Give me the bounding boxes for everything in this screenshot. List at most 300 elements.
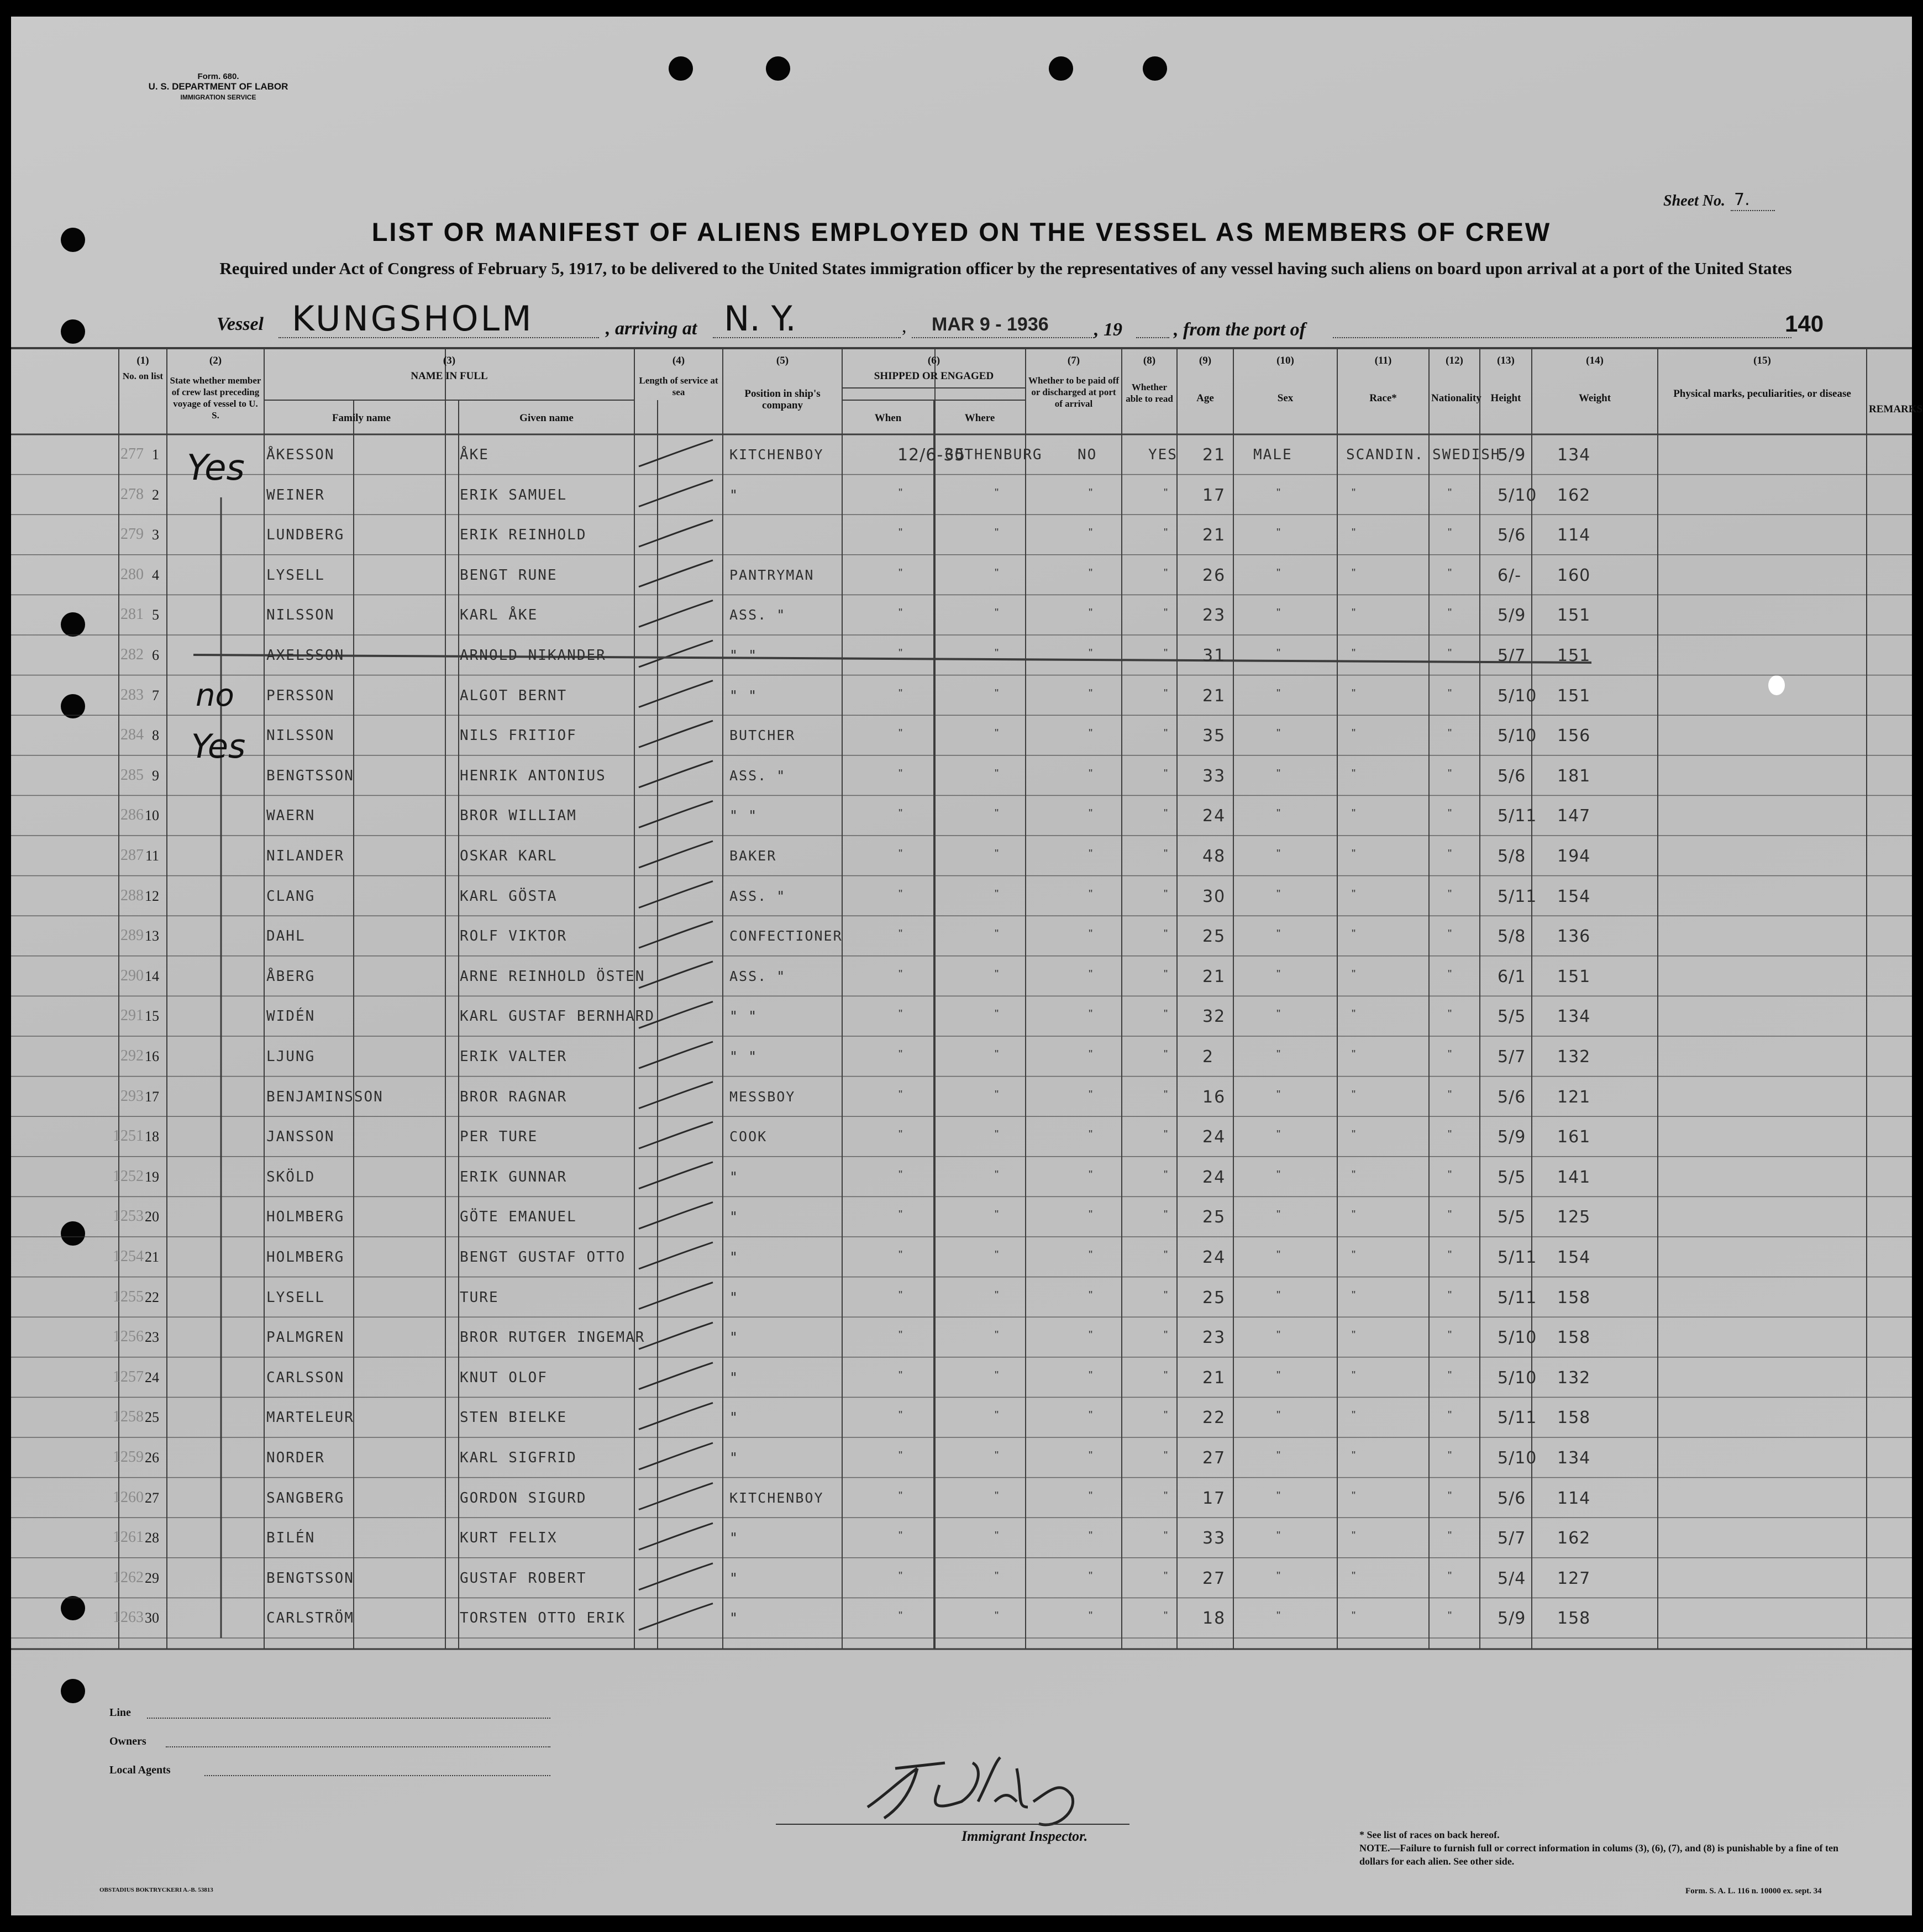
weight: 141	[1557, 1167, 1591, 1187]
ditto-nationality: "	[1448, 888, 1452, 900]
family-name: LYSELL	[266, 566, 325, 584]
race: SCANDIN.	[1346, 447, 1425, 463]
column-header: Whether able to read	[1126, 382, 1173, 404]
ledger-number: 1258	[113, 1408, 144, 1426]
ditto-nationality: "	[1448, 1369, 1452, 1382]
family-name: HOLMBERG	[266, 1249, 345, 1266]
height: 5/10	[1498, 726, 1537, 746]
ditto-nationality: "	[1448, 1289, 1452, 1301]
ditto-where: "	[995, 1008, 999, 1021]
row-number: 15	[145, 1008, 159, 1025]
ditto-where: "	[995, 486, 999, 499]
ditto-where: "	[995, 1249, 999, 1261]
age: 24	[1202, 1248, 1226, 1267]
ditto-read: "	[1164, 1409, 1168, 1422]
height: 5/10	[1498, 485, 1537, 505]
ditto-paid-off: "	[1089, 1289, 1093, 1301]
ditto-read: "	[1164, 1168, 1168, 1181]
ditto-paid-off: "	[1089, 1569, 1093, 1582]
age: 25	[1202, 1288, 1226, 1308]
column-header: SHIPPED OR ENGAGED	[874, 370, 994, 382]
ditto-read: "	[1164, 1008, 1168, 1021]
ditto-where: "	[995, 888, 999, 900]
column-number: (3)	[443, 355, 456, 366]
ditto-race: "	[1352, 1409, 1356, 1422]
ditto-when: "	[899, 767, 903, 780]
age: 25	[1202, 927, 1226, 947]
ditto-sex: "	[1276, 888, 1281, 900]
ditto-read: "	[1164, 486, 1168, 499]
ditto-nationality: "	[1448, 607, 1452, 620]
fine-note: NOTE.—Failure to furnish full or correct information in colums (3), (6), (7), and (8) is punishable by a fine of ten dollars for each alien. See other side.	[1359, 1842, 1839, 1867]
age: 33	[1202, 1529, 1226, 1548]
ditto-where: "	[995, 1489, 999, 1502]
ditto-sex: "	[1276, 486, 1281, 499]
ditto-when: "	[899, 1209, 903, 1221]
weight: 132	[1557, 1368, 1591, 1388]
ditto-paid-off: "	[1089, 1610, 1093, 1623]
column-header: No. on list	[122, 371, 164, 381]
position: PANTRYMAN	[729, 566, 815, 583]
ditto-read: "	[1164, 1088, 1168, 1101]
ditto-when: "	[899, 527, 903, 539]
ditto-sex: "	[1276, 687, 1281, 700]
ditto-read: "	[1164, 727, 1168, 740]
column-header: Length of service at sea	[639, 375, 718, 397]
ditto-where: "	[995, 1128, 999, 1141]
weight: 154	[1557, 886, 1591, 906]
ditto-race: "	[1352, 1489, 1356, 1502]
ledger-number: 291	[120, 1007, 144, 1025]
family-name: SKÖLD	[266, 1168, 316, 1185]
family-name: WEINER	[266, 486, 325, 503]
ditto-read: "	[1164, 1530, 1168, 1542]
ditto-nationality: "	[1448, 1409, 1452, 1422]
ditto-when: "	[899, 807, 903, 820]
age: 27	[1202, 1568, 1226, 1588]
family-name: LUNDBERG	[266, 527, 345, 544]
family-name: NILSSON	[266, 607, 335, 624]
ditto-when: "	[899, 1409, 903, 1422]
age: 31	[1202, 646, 1226, 665]
ledger-number: 1253	[113, 1208, 144, 1225]
row-number: 2	[152, 486, 159, 503]
ditto-race: "	[1352, 1209, 1356, 1221]
ditto-nationality: "	[1448, 807, 1452, 820]
weight: 147	[1557, 806, 1591, 826]
weight: 151	[1557, 967, 1591, 986]
height: 5/8	[1498, 927, 1526, 947]
ditto-nationality: "	[1448, 1610, 1452, 1623]
given-name: ROLF VIKTOR	[460, 928, 568, 945]
ditto-read: "	[1164, 1289, 1168, 1301]
ditto-race: "	[1352, 1369, 1356, 1382]
ditto-race: "	[1352, 647, 1356, 659]
position: ASS. "	[729, 888, 786, 904]
ditto-paid-off: "	[1089, 1008, 1093, 1021]
column-number: (9)	[1199, 355, 1212, 366]
position: KITCHENBOY	[729, 447, 824, 463]
weight: 151	[1557, 646, 1591, 665]
ditto-when: "	[899, 1249, 903, 1261]
given-name: BENGT GUSTAF OTTO	[460, 1249, 626, 1266]
ditto-where: "	[995, 1329, 999, 1342]
ditto-where: "	[995, 727, 999, 740]
weight: 154	[1557, 1248, 1591, 1267]
ditto-sex: "	[1276, 1610, 1281, 1623]
vessel-name: KUNGSHOLM	[292, 298, 534, 339]
ditto-sex: "	[1276, 1489, 1281, 1502]
ditto-sex: "	[1276, 1569, 1281, 1582]
handwritten-yes: Yes	[191, 727, 246, 766]
ditto-when: "	[899, 1489, 903, 1502]
ditto-nationality: "	[1448, 968, 1452, 980]
family-name: MARTELEUR	[266, 1409, 354, 1426]
given-name: BROR WILLIAM	[460, 807, 577, 825]
form-number: Form. 680.	[197, 72, 239, 81]
position: "	[729, 1249, 739, 1265]
weight: 162	[1557, 1529, 1591, 1548]
age: 27	[1202, 1448, 1226, 1468]
ditto-read: "	[1164, 888, 1168, 900]
row-number: 27	[145, 1489, 159, 1506]
family-name: LJUNG	[266, 1048, 316, 1065]
ditto-race: "	[1352, 928, 1356, 941]
family-name: CARLSSON	[266, 1369, 345, 1386]
row-number: 23	[145, 1329, 159, 1346]
ditto-sex: "	[1276, 1289, 1281, 1301]
given-name: ARNE REINHOLD ÖSTEN	[460, 968, 645, 985]
from-port-label: , from the port of	[1174, 319, 1306, 340]
ledger-number: 282	[120, 646, 144, 663]
ditto-where: "	[995, 647, 999, 659]
position: "	[729, 1289, 739, 1305]
column-number: (2)	[209, 355, 222, 366]
races-note: * See list of races on back hereof.	[1359, 1829, 1500, 1840]
age: 32	[1202, 1007, 1226, 1027]
ditto-nationality: "	[1448, 1329, 1452, 1342]
family-name: WAERN	[266, 807, 316, 825]
row-number: 20	[145, 1209, 159, 1225]
column-number: (10)	[1276, 355, 1294, 366]
height: 5/7	[1498, 1047, 1526, 1067]
column-number: (11)	[1374, 355, 1392, 366]
height: 5/9	[1498, 606, 1526, 626]
ditto-sex: "	[1276, 647, 1281, 659]
ditto-paid-off: "	[1089, 1329, 1093, 1342]
weight: 134	[1557, 1448, 1591, 1468]
row-number: 8	[152, 727, 159, 744]
height: 5/6	[1498, 1488, 1526, 1508]
ditto-read: "	[1164, 1610, 1168, 1623]
weight: 134	[1557, 445, 1591, 465]
position: "	[729, 1209, 739, 1225]
ditto-race: "	[1352, 1329, 1356, 1342]
column-header: Position in ship's company	[744, 388, 821, 411]
ledger-number: 281	[120, 606, 144, 623]
column-header: NAME IN FULL	[411, 370, 488, 382]
height: 5/5	[1498, 1167, 1526, 1187]
ditto-when: "	[899, 928, 903, 941]
ditto-paid-off: "	[1089, 1450, 1093, 1462]
ditto-paid-off: "	[1089, 1088, 1093, 1101]
ditto-where: "	[995, 1168, 999, 1181]
given-name: HENRIK ANTONIUS	[460, 767, 606, 784]
height: 5/10	[1498, 1368, 1537, 1388]
weight: 121	[1557, 1087, 1591, 1107]
height: 6/-	[1498, 565, 1522, 585]
ditto-when: "	[899, 486, 903, 499]
ditto-read: "	[1164, 1048, 1168, 1060]
ditto-sex: "	[1276, 1088, 1281, 1101]
age: 33	[1202, 766, 1226, 786]
ditto-where: "	[995, 1409, 999, 1422]
ditto-paid-off: "	[1089, 1128, 1093, 1141]
age: 24	[1202, 806, 1226, 826]
age: 24	[1202, 1127, 1226, 1147]
given-name: KARL ÅKE	[460, 607, 538, 624]
family-name: SANGBERG	[266, 1489, 345, 1506]
ditto-when: "	[899, 888, 903, 900]
ditto-when: "	[899, 687, 903, 700]
ditto-race: "	[1352, 807, 1356, 820]
ditto-paid-off: "	[1089, 1048, 1093, 1060]
family-name: NORDER	[266, 1450, 325, 1466]
position: "	[729, 1329, 739, 1346]
height: 5/9	[1498, 445, 1526, 465]
ditto-nationality: "	[1448, 1008, 1452, 1021]
row-number: 3	[152, 527, 159, 543]
ditto-paid-off: "	[1089, 888, 1093, 900]
ledger-number: 284	[120, 726, 144, 744]
ditto-sex: "	[1276, 607, 1281, 620]
given-name: ALGOT BERNT	[460, 687, 568, 704]
position: "	[729, 1610, 739, 1626]
ditto-race: "	[1352, 1008, 1356, 1021]
footnote	[1359, 1828, 1840, 1868]
ditto-where: "	[995, 1610, 999, 1623]
age: 16	[1202, 1087, 1226, 1107]
ditto-read: "	[1164, 1329, 1168, 1342]
family-name: BENGTSSON	[266, 1569, 354, 1587]
ditto-nationality: "	[1448, 727, 1452, 740]
column-header: Nationality	[1431, 392, 1481, 404]
row-number: 11	[145, 848, 159, 864]
ditto-when: "	[899, 1289, 903, 1301]
ledger-number: 286	[120, 806, 144, 824]
ditto-read: "	[1164, 848, 1168, 860]
family-name: BENJAMINSSON	[266, 1088, 383, 1105]
column-number: (14)	[1586, 355, 1604, 366]
age: 22	[1202, 1408, 1226, 1428]
given-name: NILS FRITIOF	[460, 727, 577, 744]
ditto-nationality: "	[1448, 928, 1452, 941]
position: "	[729, 1450, 739, 1466]
age: 23	[1202, 1328, 1226, 1348]
shipped-where: GOTHENBURG	[945, 447, 1043, 463]
column-number: (5)	[776, 355, 789, 366]
ditto-read: "	[1164, 968, 1168, 980]
ditto-paid-off: "	[1089, 727, 1093, 740]
ditto-where: "	[995, 1569, 999, 1582]
ledger-number: 287	[120, 847, 144, 864]
given-name: TURE	[460, 1289, 499, 1306]
age: 21	[1202, 967, 1226, 986]
ditto-read: "	[1164, 928, 1168, 941]
ditto-nationality: "	[1448, 1128, 1452, 1141]
ditto-race: "	[1352, 767, 1356, 780]
ditto-paid-off: "	[1089, 1168, 1093, 1181]
ledger-number: 1262	[113, 1568, 144, 1586]
family-name: DAHL	[266, 928, 306, 945]
position: "	[729, 1369, 739, 1385]
ditto-where: "	[995, 1450, 999, 1462]
height: 5/7	[1498, 1529, 1526, 1548]
age: 30	[1202, 886, 1226, 906]
ditto-sex: "	[1276, 527, 1281, 539]
ditto-where: "	[995, 1530, 999, 1542]
age: 18	[1202, 1609, 1226, 1629]
ditto-nationality: "	[1448, 566, 1452, 579]
able-to-read: YES	[1148, 447, 1178, 463]
ditto-read: "	[1164, 1249, 1168, 1261]
inspector-label: Immigrant Inspector.	[961, 1828, 1088, 1844]
ledger-number: 1252	[113, 1167, 144, 1185]
ditto-race: "	[1352, 1289, 1356, 1301]
position: ASS. "	[729, 607, 786, 623]
row-number: 6	[152, 647, 159, 663]
ditto-when: "	[899, 1610, 903, 1623]
arriving-port: N. Y.	[724, 298, 796, 339]
column-header: Physical marks, peculiarities, or disease	[1673, 388, 1851, 400]
ditto-sex: "	[1276, 1329, 1281, 1342]
printer-mark: OBSTADIUS BOKTRYCKERI A.-B. 53813	[99, 1887, 213, 1893]
ledger-number: 1263	[113, 1609, 144, 1626]
department: U. S. DEPARTMENT OF LABOR	[148, 81, 288, 92]
family-name: ÅKESSON	[266, 447, 335, 463]
given-name: PER TURE	[460, 1128, 538, 1146]
row-number: 22	[145, 1289, 159, 1305]
ditto-nationality: "	[1448, 767, 1452, 780]
ledger-number: 283	[120, 686, 144, 704]
sheet-no-label: Sheet No.	[1663, 192, 1725, 209]
vessel-label: Vessel	[217, 314, 264, 334]
ditto-race: "	[1352, 968, 1356, 980]
weight: 158	[1557, 1328, 1591, 1348]
position: " "	[729, 807, 758, 824]
ditto-nationality: "	[1448, 1048, 1452, 1060]
family-name: HOLMBERG	[266, 1209, 345, 1226]
position: "	[729, 1409, 739, 1426]
ledger-number: 1260	[113, 1488, 144, 1506]
handwritten-yes: Yes	[187, 448, 245, 489]
given-name: GÖTE EMANUEL	[460, 1209, 577, 1226]
arriving-label: , arriving at	[606, 318, 697, 339]
given-name: GORDON SIGURD	[460, 1489, 587, 1506]
row-number: 17	[145, 1088, 159, 1105]
line-label: Line	[109, 1707, 131, 1719]
ledger-number: 289	[120, 927, 144, 944]
given-name: BROR RAGNAR	[460, 1088, 568, 1105]
ledger-number: 279	[120, 526, 144, 543]
ledger-number: 293	[120, 1087, 144, 1105]
ditto-paid-off: "	[1089, 647, 1093, 659]
ditto-when: "	[899, 1088, 903, 1101]
family-name: ÅBERG	[266, 968, 316, 985]
ditto-when: "	[899, 647, 903, 659]
weight: 161	[1557, 1127, 1591, 1147]
ditto-sex: "	[1276, 1369, 1281, 1382]
ditto-when: "	[899, 566, 903, 579]
age: 35	[1202, 726, 1226, 746]
ditto-where: "	[995, 527, 999, 539]
ditto-when: "	[899, 1450, 903, 1462]
row-number: 5	[152, 607, 159, 623]
column-subheader: Family name	[332, 412, 391, 424]
column-header: Race*	[1369, 392, 1397, 404]
given-name: KARL SIGFRID	[460, 1450, 577, 1466]
weight: 151	[1557, 686, 1591, 706]
ledger-number: 1251	[113, 1127, 144, 1145]
position: "	[729, 1530, 739, 1546]
given-name: KURT FELIX	[460, 1530, 558, 1547]
ledger-number: 277	[120, 445, 144, 463]
given-name: BROR RUTGER INGEMAR	[460, 1329, 645, 1346]
given-name: ARNOLD NIKANDER	[460, 647, 606, 664]
height: 5/6	[1498, 766, 1526, 786]
weight: 114	[1557, 526, 1591, 545]
row-number: 19	[145, 1168, 159, 1185]
ditto-paid-off: "	[1089, 767, 1093, 780]
ditto-where: "	[995, 767, 999, 780]
ledger-number: 1259	[113, 1448, 144, 1466]
family-name: JANSSON	[266, 1128, 335, 1146]
sex: MALE	[1253, 447, 1292, 463]
row-number: 26	[145, 1450, 159, 1466]
ditto-race: "	[1352, 1168, 1356, 1181]
column-header: Sex	[1277, 392, 1294, 404]
height: 5/8	[1498, 847, 1526, 866]
ditto-nationality: "	[1448, 1489, 1452, 1502]
ditto-nationality: "	[1448, 687, 1452, 700]
column-number: (13)	[1497, 355, 1515, 366]
age: 17	[1202, 485, 1226, 505]
row-number: 21	[145, 1249, 159, 1265]
family-name: NILANDER	[266, 848, 345, 864]
ditto-race: "	[1352, 1249, 1356, 1261]
position: KITCHENBOY	[729, 1489, 824, 1506]
ditto-nationality: "	[1448, 1249, 1452, 1261]
given-name: ERIK SAMUEL	[460, 486, 568, 503]
column-number: (6)	[927, 355, 941, 366]
ditto-nationality: "	[1448, 848, 1452, 860]
family-name: CLANG	[266, 888, 316, 905]
weight: 181	[1557, 766, 1591, 786]
ditto-sex: "	[1276, 1168, 1281, 1181]
height: 5/5	[1498, 1208, 1526, 1227]
inspector-signature	[851, 1746, 1105, 1835]
ditto-where: "	[995, 1048, 999, 1060]
row-number: 10	[145, 807, 159, 824]
ditto-when: "	[899, 1048, 903, 1060]
family-name: WIDÉN	[266, 1008, 316, 1025]
service: IMMIGRATION SERVICE	[180, 93, 256, 101]
ditto-sex: "	[1276, 1450, 1281, 1462]
ditto-sex: "	[1276, 1530, 1281, 1542]
weight: 194	[1557, 847, 1591, 866]
row-number: 30	[145, 1610, 159, 1626]
position: " "	[729, 1008, 758, 1025]
